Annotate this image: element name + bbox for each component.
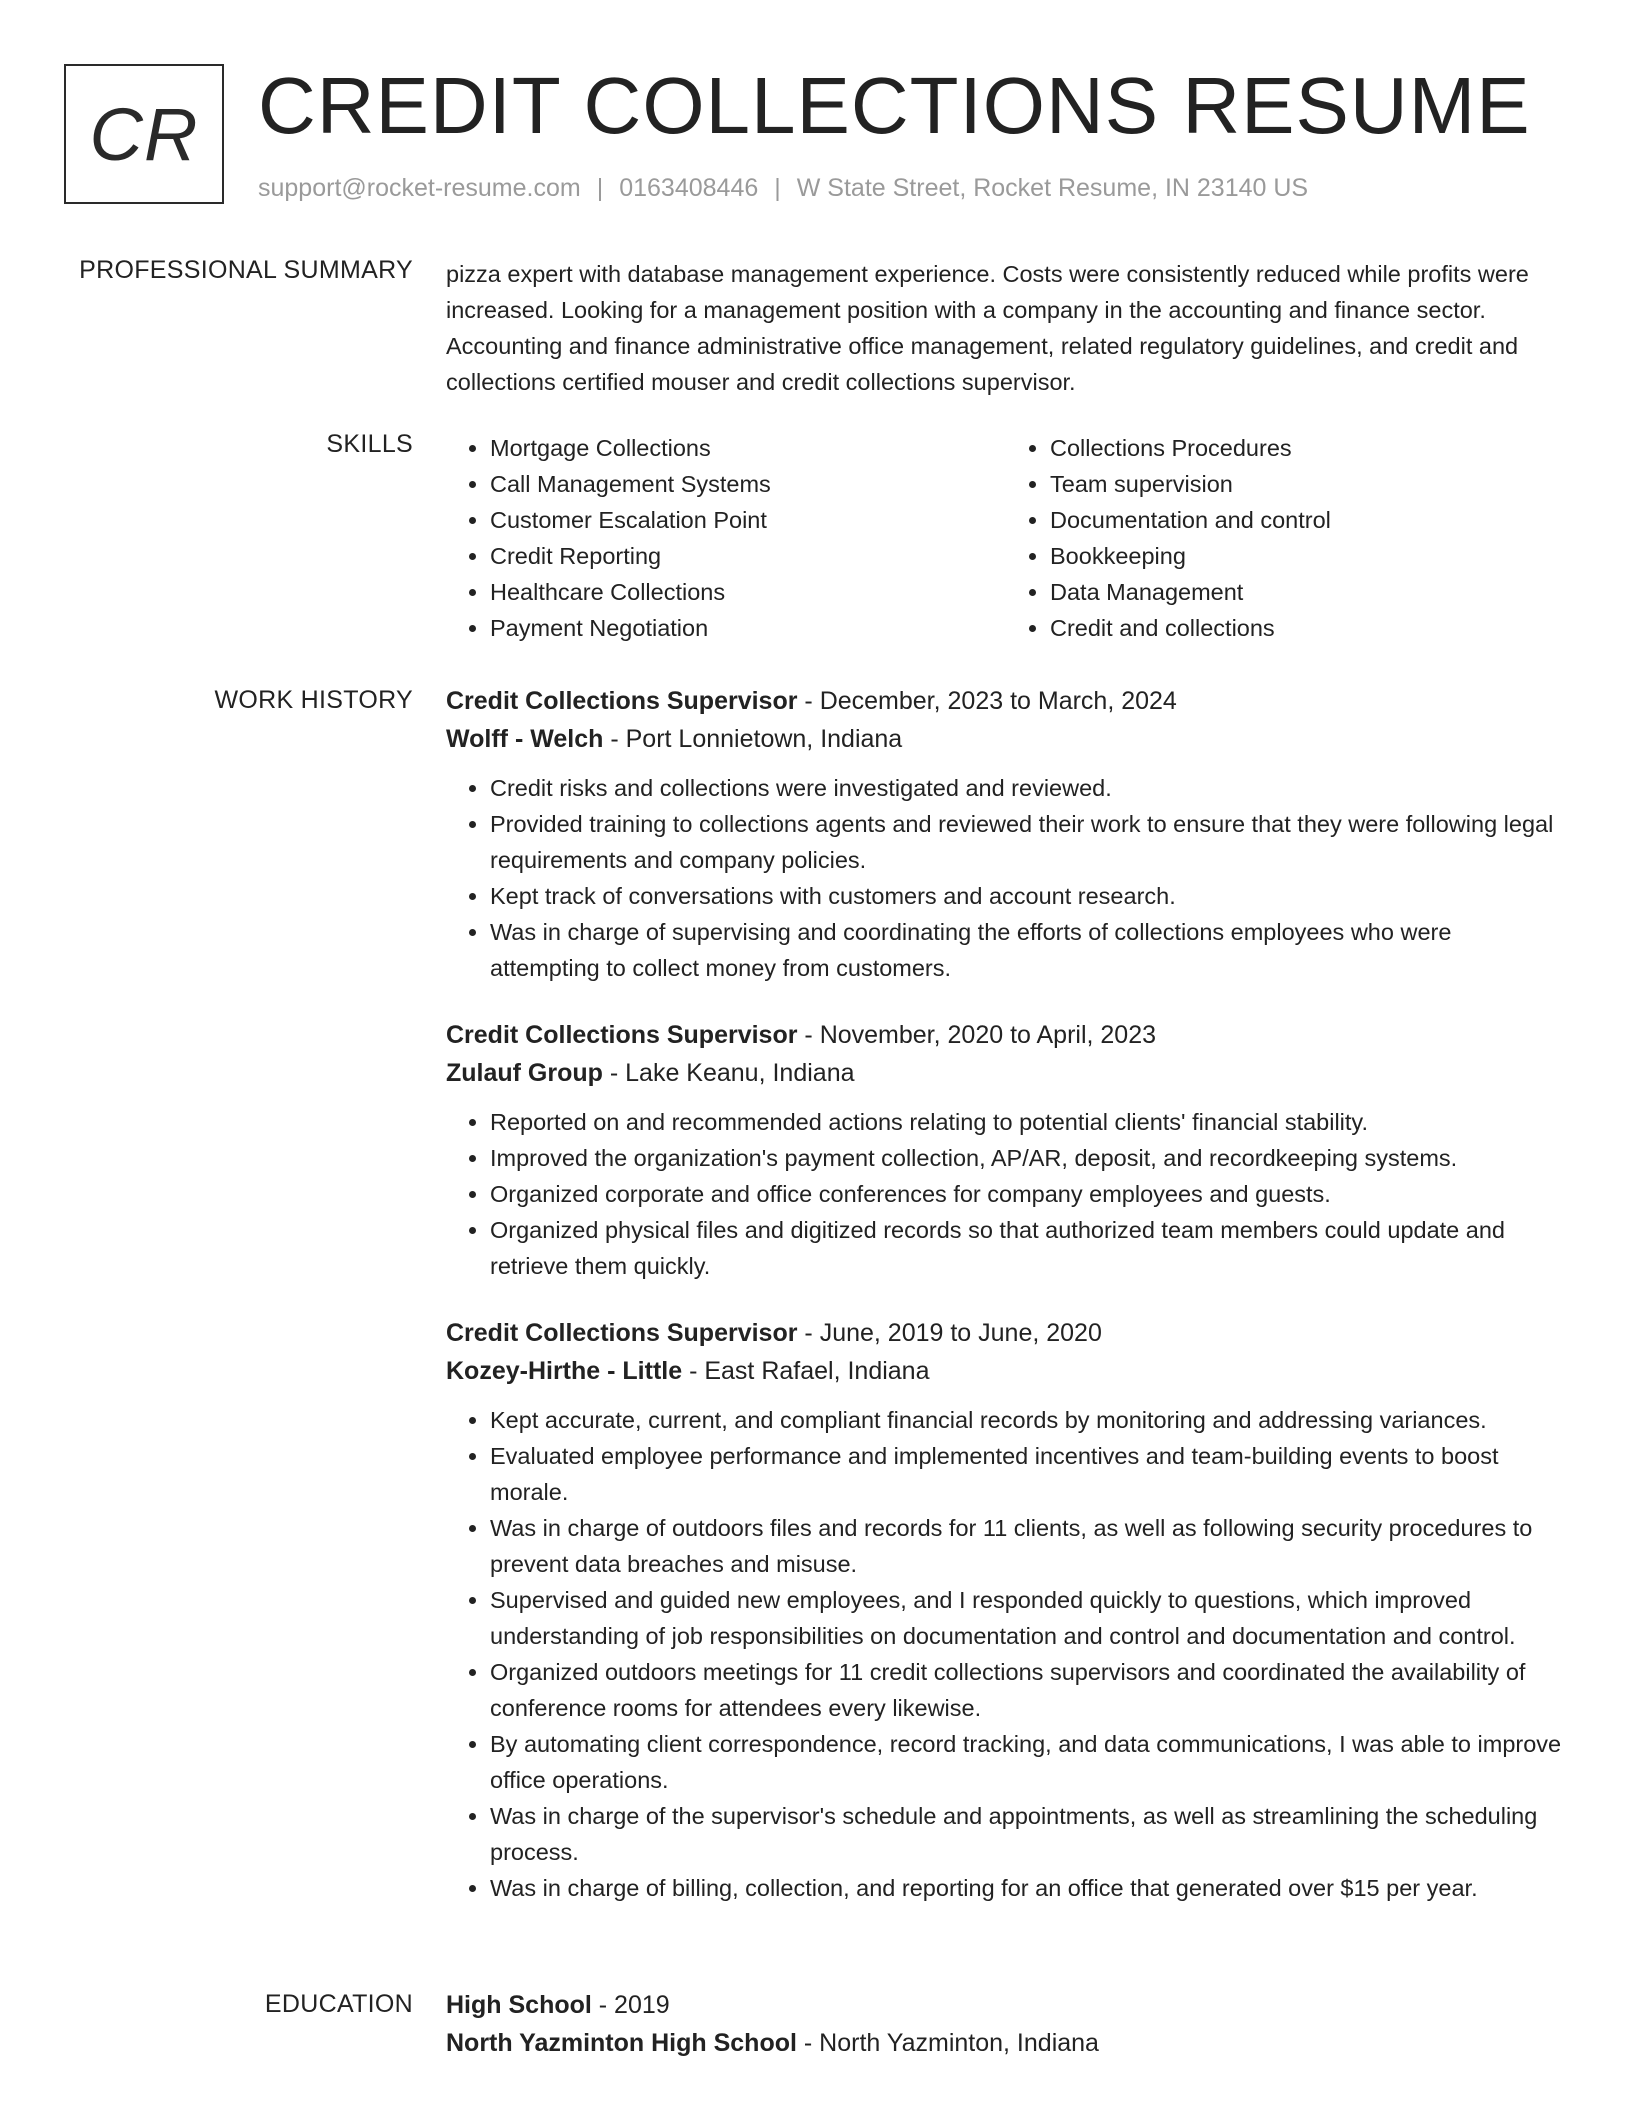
skill-item: • Credit and collections [1050, 610, 1566, 646]
contact-line [258, 174, 1308, 203]
skill-item: • Documentation and control [1050, 502, 1566, 538]
job-bullet: • Credit risks and collections were investigated and reviewed. [490, 770, 1566, 806]
job-bullet: • Was in charge of supervising and coordinating the efforts of collections employees who were attempting to collect money from customers. [490, 914, 1566, 986]
job-bullet: • Was in charge of billing, collection, and reporting for an office that generated over $15 per year. [490, 1870, 1566, 1906]
education-location: North Yazminton, Indiana [819, 2029, 1099, 2057]
job-bullet: • Organized physical files and digitized records so that authorized team members could update and retrieve them quickly. [490, 1212, 1566, 1284]
education-year: 2019 [614, 1991, 670, 2019]
job-bullet: • Supervised and guided new employees, and I responded quickly to questions, which improved understanding of job responsibilities on documentation and control and documentation and control. [490, 1582, 1566, 1654]
skill-item: • Call Management Systems [490, 466, 1006, 502]
job-location: Lake Keanu, Indiana [625, 1059, 855, 1087]
job-company-line: Kozey-Hirthe - Little - East Rafael, Indiana [446, 1357, 930, 1385]
job-title: Credit Collections Supervisor [446, 687, 798, 715]
education-school-line: North Yazminton High School - North Yazminton, Indiana [446, 2029, 1099, 2057]
contact-phone[interactable]: 0163408446 [619, 174, 759, 202]
skills-list-right [1006, 430, 1566, 646]
job-title-line: Credit Collections Supervisor - June, 2019 to June, 2020 [446, 1319, 1102, 1347]
skill-item: • Data Management [1050, 574, 1566, 610]
resume-header [64, 61, 1564, 214]
skills-list-left [446, 430, 1006, 646]
job-company: Zulauf Group [446, 1059, 603, 1087]
job-company-line: Wolff - Welch - Port Lonnietown, Indiana [446, 725, 903, 753]
job-bullet: • Was in charge of outdoors files and records for 11 clients, as well as following security procedures to prevent data breaches and misuse. [490, 1510, 1566, 1582]
job-title-line: Credit Collections Supervisor - December, 2023 to March, 2024 [446, 687, 1177, 715]
job-bullet: • Kept accurate, current, and compliant financial records by monitoring and addressing variances. [490, 1402, 1566, 1438]
job-bullet: • By automating client correspondence, record tracking, and data communications, I was able to improve office operations. [490, 1726, 1566, 1798]
job-bullet: • Evaluated employee performance and implemented incentives and team-building events to boost morale. [490, 1438, 1566, 1510]
job-company-line: Zulauf Group - Lake Keanu, Indiana [446, 1059, 855, 1087]
job-dates: November, 2020 to April, 2023 [819, 1021, 1157, 1049]
job-dates: December, 2023 to March, 2024 [819, 687, 1177, 715]
job-title: Credit Collections Supervisor [446, 1021, 798, 1049]
section-label-skills: SKILLS [326, 430, 413, 458]
contact-address: W State Street, Rocket Resume, IN 23140 US [796, 174, 1309, 202]
skill-item: • Bookkeeping [1050, 538, 1566, 574]
job-location: Port Lonnietown, Indiana [625, 725, 903, 753]
summary-body [446, 256, 1566, 400]
resume-title: CREDIT COLLECTIONS RESUME [258, 61, 1531, 150]
skill-item: • Mortgage Collections [490, 430, 1006, 466]
job-entry [446, 1314, 1566, 1906]
section-label-education: EDUCATION [264, 1990, 413, 2018]
job-company: Kozey-Hirthe - Little [446, 1357, 683, 1385]
job-entry [446, 682, 1566, 986]
job-entry [446, 1016, 1566, 1284]
job-bullet: • Improved the organization's payment collection, AP/AR, deposit, and recordkeeping systems. [490, 1140, 1566, 1176]
skill-item: • Healthcare Collections [490, 574, 1006, 610]
education-degree: High School [446, 1991, 592, 2019]
job-title-line: Credit Collections Supervisor - November, 2020 to April, 2023 [446, 1021, 1157, 1049]
skills-grid [446, 430, 1566, 646]
job-bullet: • Provided training to collections agents and reviewed their work to ensure that they were following legal requirements and company policies. [490, 806, 1566, 878]
education-school: North Yazminton High School [446, 2029, 797, 2057]
skill-item: • Collections Procedures [1050, 430, 1566, 466]
job-bullets [446, 1104, 1566, 1284]
contact-email[interactable]: support@rocket-resume.com [258, 174, 581, 202]
job-dates: June, 2019 to June, 2020 [819, 1319, 1102, 1347]
work-history-body [446, 682, 1566, 1936]
job-bullet: • Organized corporate and office conferences for company employees and guests. [490, 1176, 1566, 1212]
job-bullets [446, 1402, 1566, 1906]
skill-item: • Credit Reporting [490, 538, 1006, 574]
skill-item: • Customer Escalation Point [490, 502, 1006, 538]
contact-separator: | [774, 174, 781, 202]
job-bullet: • Reported on and recommended actions relating to potential clients' financial stability. [490, 1104, 1566, 1140]
contact-separator: | [596, 174, 604, 202]
job-bullet: • Kept track of conversations with customers and account research. [490, 878, 1566, 914]
job-bullets [446, 770, 1566, 986]
job-title: Credit Collections Supervisor [446, 1319, 798, 1347]
job-company: Wolff - Welch [446, 725, 604, 753]
job-location: East Rafael, Indiana [704, 1357, 930, 1385]
job-bullet: • Was in charge of the supervisor's schedule and appointments, as well as streamlining the scheduling process. [490, 1798, 1566, 1870]
summary-text: pizza expert with database management experience. Costs were consistently reduced while profits were increased. Looking for a management position with a company in the accounting and finance sector. Accounting and finance administrative office management, related regulatory guidelines, and credit and collections certified mouser and credit collections supervisor. [446, 261, 1529, 395]
skill-item: • Payment Negotiation [490, 610, 1006, 646]
skills-body [446, 430, 1566, 646]
section-label-work: WORK HISTORY [214, 686, 413, 714]
section-label-summary: PROFESSIONAL SUMMARY [79, 256, 413, 284]
education-body [446, 1986, 1566, 2062]
job-bullet: • Organized outdoors meetings for 11 credit collections supervisors and coordinated the availability of conference rooms for attendees every likewise. [490, 1654, 1566, 1726]
monogram-logo: CR [64, 64, 224, 204]
education-degree-line: High School - 2019 [446, 1991, 670, 2019]
skill-item: • Team supervision [1050, 466, 1566, 502]
